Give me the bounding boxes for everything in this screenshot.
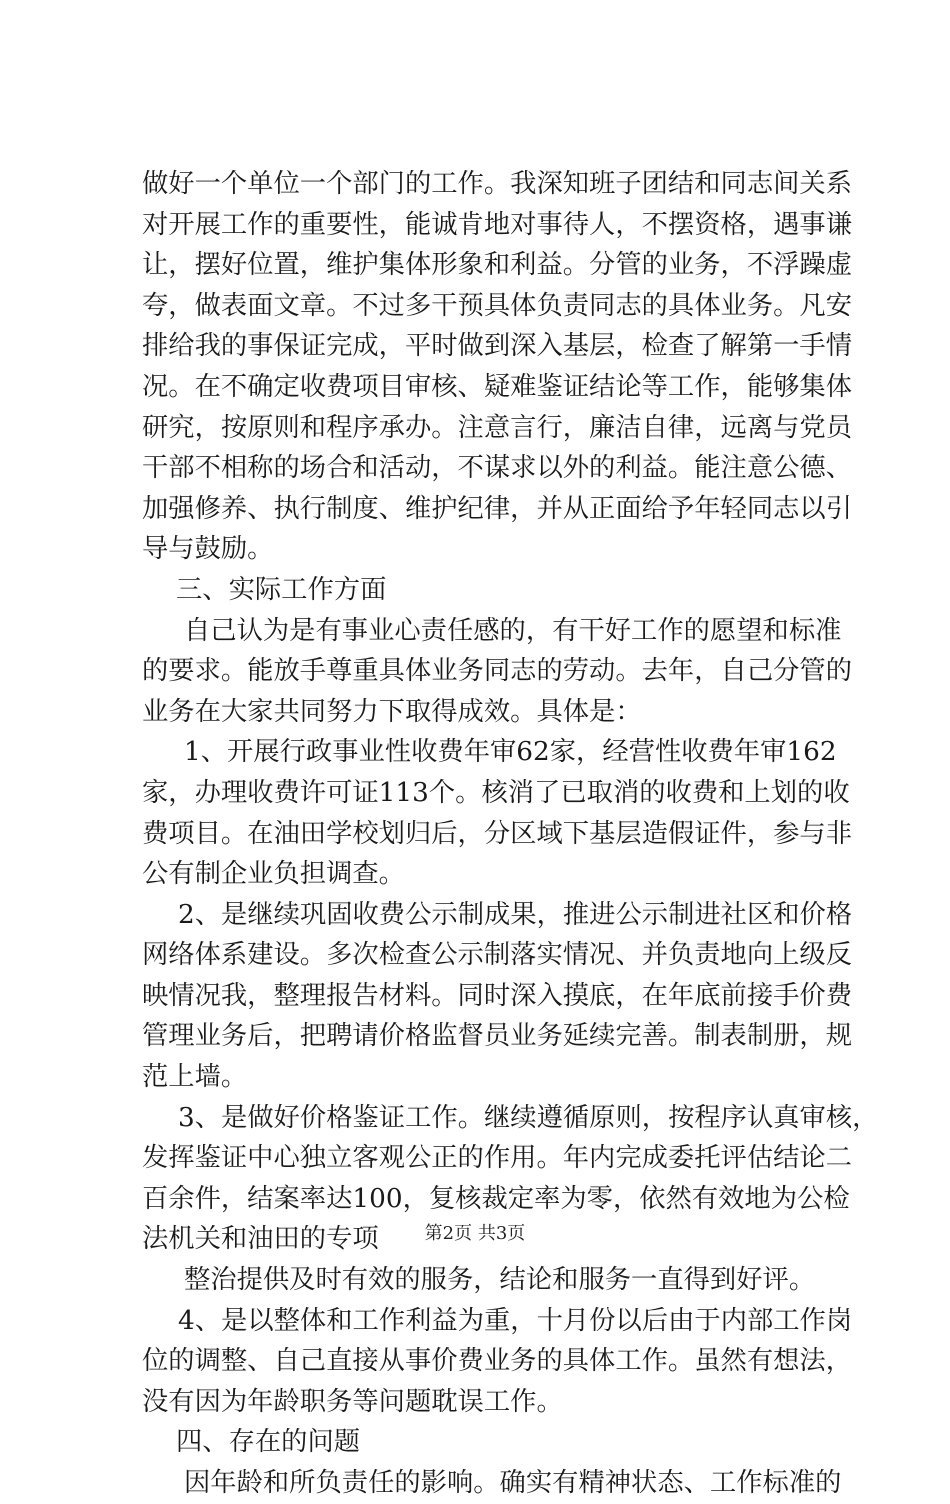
text-line: 整治提供及时有效的服务，结论和服务一直得到好评。: [184, 1265, 816, 1296]
body-text: [142, 164, 879, 1504]
list-item-start: 3、是做好价格鉴证工作。继续遵循原则，按程序认真审核，: [178, 1102, 879, 1133]
text-line: 的要求。能放手尊重具体业务同志的劳动。去年，自己分管的: [142, 656, 853, 687]
list-item-start: 2、是继续巩固收费公示制成果，推进公示制进社区和价格: [178, 899, 853, 930]
page-number-footer: 第2页 共3页: [424, 1223, 526, 1244]
text-line: 况。在不确定收费项目审核、疑难鉴证结论等工作，能够集体: [142, 371, 853, 402]
text-line: 没有因为年龄职务等问题耽误工作。: [142, 1386, 563, 1417]
text-line: 位的调整、自己直接从事价费业务的具体工作。虽然有想法，: [142, 1346, 853, 1377]
list-item-start: 4、是以整体和工作利益为重，十月份以后由于内部工作岗: [178, 1305, 853, 1336]
text-line: 对开展工作的重要性，能诚肯地对事待人，不摆资格，遇事谦: [142, 209, 853, 240]
text-line: 家，办理收费许可证113个。核消了已取消的收费和上划的收: [142, 777, 850, 808]
text-line: 夸，做表面文章。不过多干预具体负责同志的具体业务。凡安: [142, 290, 853, 321]
text-line: 研究，按原则和程序承办。注意言行，廉洁自律，远离与党员: [142, 412, 853, 443]
text-line: 做好一个单位一个部门的工作。我深知班子团结和同志间关系: [142, 169, 853, 199]
text-line: 法机关和油田的专项: [142, 1224, 379, 1255]
text-line: 范上墙。: [142, 1062, 248, 1093]
document-body: [142, 164, 879, 1504]
text-line: 因年龄和所负责任的影响。确实有精神状态、工作标准的: [184, 1468, 842, 1498]
text-line: 管理业务后，把聘请价格监督员业务延续完善。制表制册，规: [142, 1021, 853, 1052]
text-line: 排给我的事保证完成，平时做到深入基层，检查了解第一手情: [142, 331, 853, 362]
section-heading: 四、存在的问题: [176, 1427, 361, 1458]
list-item-start: 1、开展行政事业性收费年审62家，经营性收费年审162: [184, 737, 837, 768]
text-line: 加强修养、执行制度、维护纪律，并从正面给予年轻同志以引: [142, 493, 853, 524]
text-line: 百余件，结案率达100，复核裁定率为零，依然有效地为公检: [142, 1183, 850, 1214]
text-line: 发挥鉴证中心独立客观公正的作用。年内完成委托评估结论二: [142, 1143, 853, 1174]
text-line: 费项目。在油田学校划归后，分区域下基层造假证件，参与非: [142, 818, 853, 849]
text-line: 自己认为是有事业心责任感的，有干好工作的愿望和标准: [184, 615, 842, 646]
text-line: 干部不相称的场合和活动，不谋求以外的利益。能注意公德、: [142, 453, 853, 484]
text-line: 映情况我，整理报告材料。同时深入摸底，在年底前接手价费: [142, 980, 853, 1011]
text-line: 业务在大家共同努力下取得成效。具体是：: [142, 696, 642, 727]
text-line: 导与鼓励。: [142, 534, 274, 565]
text-line: 公有制企业负担调查。: [142, 859, 405, 890]
section-heading: 三、实际工作方面: [176, 574, 387, 605]
text-line: 让，摆好位置，维护集体形象和利益。分管的业务，不浮躁虚: [142, 250, 853, 281]
text-line: 网络体系建设。多次检查公示制落实情况、并负责地向上级反: [142, 940, 853, 971]
